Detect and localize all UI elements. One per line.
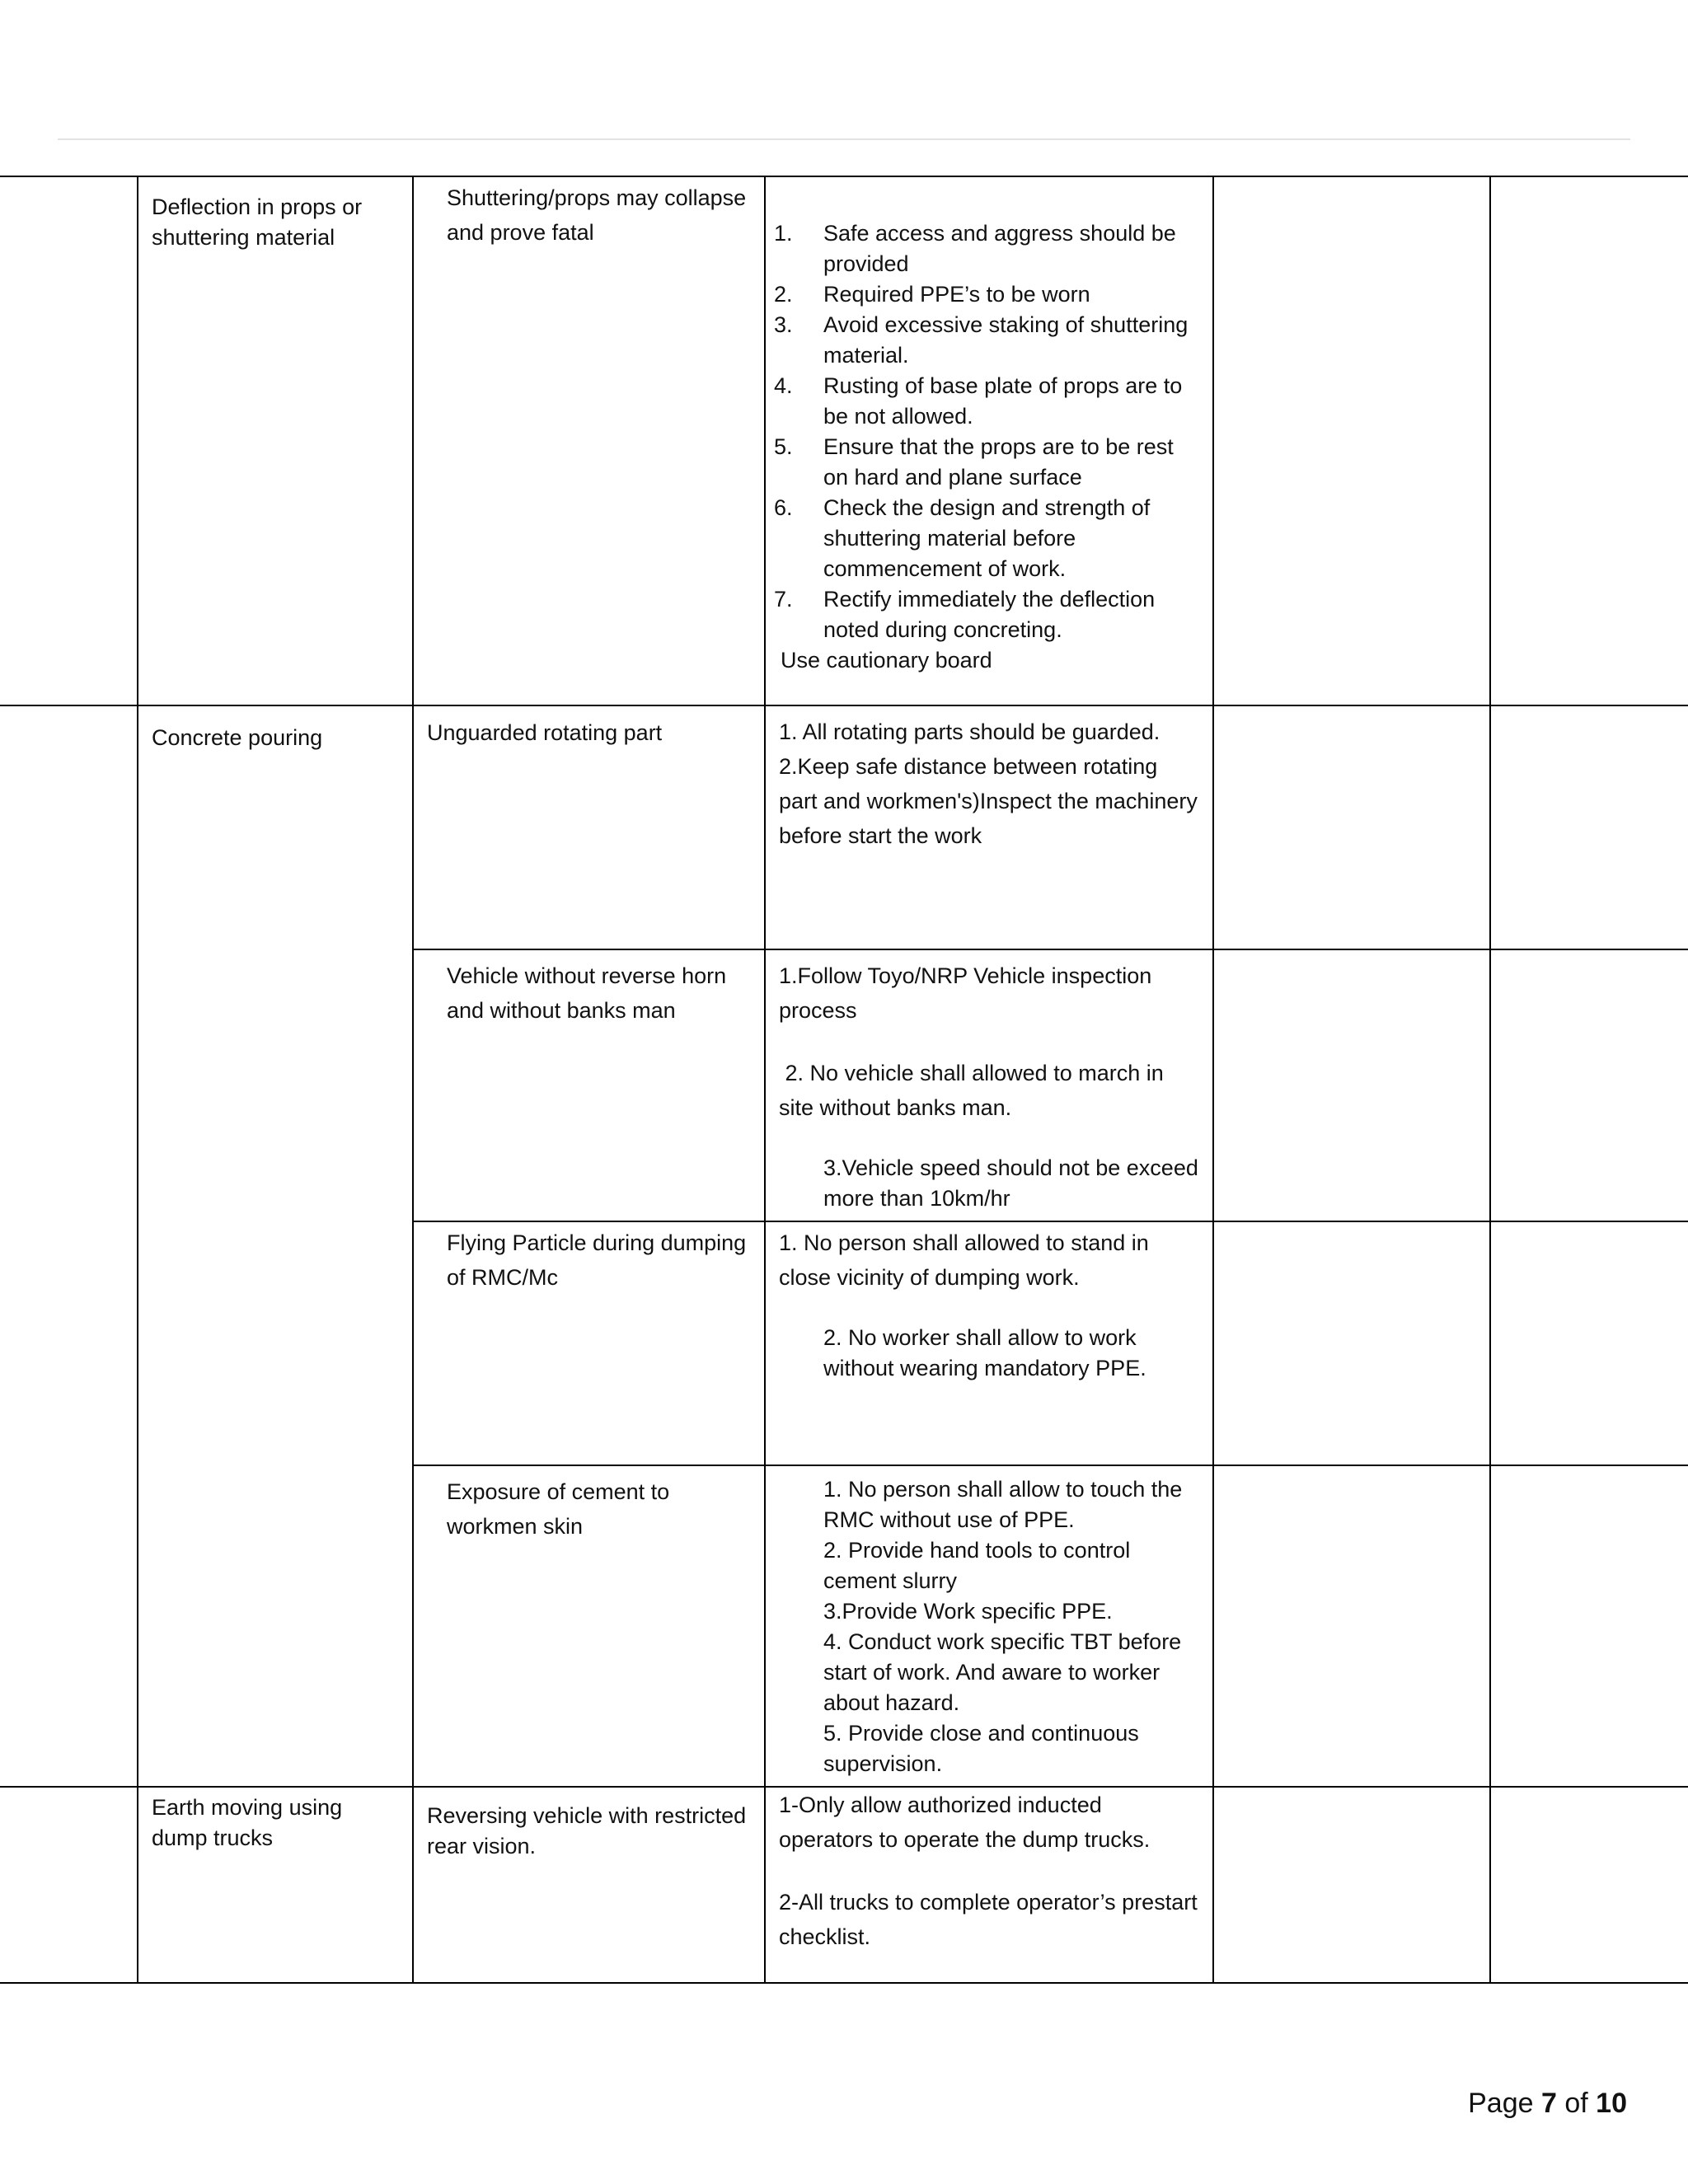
hazard-cell	[413, 949, 765, 1221]
hazard-cell	[413, 705, 765, 949]
page-word: Page	[1468, 2088, 1534, 2119]
empty-cell	[1490, 1787, 1688, 1983]
activity-text: Earth moving using dump trucks	[152, 1795, 343, 1850]
controls-list	[779, 1474, 1199, 1779]
control-text: 1. No person shall allowed to stand in close vicinity of dumping work.	[779, 1230, 1149, 1290]
control-text: 2. No worker shall allow to work without wearing mandatory PPE.	[823, 1325, 1146, 1380]
empty-cell	[1213, 949, 1490, 1221]
activity-cell	[138, 176, 413, 705]
hazard-text: Reversing vehicle with restricted rear vision.	[427, 1803, 747, 1858]
controls-cell	[765, 1787, 1213, 1983]
hazard-cell	[413, 1787, 765, 1983]
list-item: 7. Rectify immediately the deflection noted during concreting.	[774, 587, 1156, 642]
controls-cell	[765, 1465, 1213, 1787]
total-pages: 10	[1596, 2088, 1627, 2119]
empty-cell	[0, 176, 138, 705]
control-text: 2. Provide hand tools to control cement slurry	[823, 1538, 1131, 1593]
controls-cell	[765, 949, 1213, 1221]
control-text: 1. All rotating parts should be guarded.	[779, 719, 1160, 744]
control-text: 1.Follow Toyo/NRP Vehicle inspection process	[779, 963, 1152, 1023]
list-item: 6. Check the design and strength of shuttering material before commencement of work.	[774, 495, 1151, 581]
empty-cell	[0, 705, 138, 1787]
hazard-text: Flying Particle during dumping of RMC/Mc	[447, 1230, 747, 1290]
page-number	[1468, 2087, 1627, 2120]
activity-cell	[138, 705, 413, 1787]
table-row	[0, 1787, 1688, 1983]
table-row	[0, 705, 1688, 949]
hazard-text: Exposure of cement to workmen skin	[447, 1479, 670, 1539]
empty-cell	[0, 1787, 138, 1983]
hazard-cell	[413, 176, 765, 705]
hazard-cell	[413, 1221, 765, 1465]
activity-text: Concrete pouring	[152, 725, 323, 750]
control-text: 2. No vehicle shall allowed to march in site without banks man.	[779, 1061, 1170, 1120]
risk-assessment-table	[0, 176, 1688, 1984]
controls-tail: Use cautionary board	[781, 648, 992, 673]
control-text: 3.Provide Work specific PPE.	[823, 1599, 1113, 1624]
empty-cell	[1490, 949, 1688, 1221]
controls-list	[774, 218, 1199, 645]
empty-cell	[1213, 705, 1490, 949]
list-item: 4. Rusting of base plate of props are to be not allowed.	[774, 373, 1183, 429]
empty-cell	[1213, 176, 1490, 705]
control-text: 3.Vehicle speed should not be exceed more than 10km/hr	[823, 1155, 1198, 1211]
current-page: 7	[1540, 2088, 1557, 2119]
control-text: 5. Provide close and continuous supervision.	[823, 1721, 1139, 1776]
control-text: 2-All trucks to complete operator’s prestart checklist.	[779, 1890, 1198, 1949]
table-row	[0, 176, 1688, 705]
control-text: 1. No person shall allow to touch the RMC without use of PPE.	[823, 1477, 1183, 1532]
activity-text: Deflection in props or shuttering material	[152, 194, 363, 250]
control-text: 2.Keep safe distance between rotating part and workmen's)Inspect the machinery before start the work	[779, 754, 1198, 848]
empty-cell	[1213, 1787, 1490, 1983]
empty-cell	[1490, 1221, 1688, 1465]
control-text: 4. Conduct work specific TBT before start of work. And aware to worker about hazard.	[823, 1629, 1182, 1715]
empty-cell	[1490, 705, 1688, 949]
list-item: 2. Required PPE’s to be worn	[774, 282, 1090, 307]
list-item: 5. Ensure that the props are to be rest on hard and plane surface	[774, 434, 1174, 490]
hazard-cell	[413, 1465, 765, 1787]
header-rule	[58, 138, 1630, 140]
controls-cell	[765, 705, 1213, 949]
hazard-text: Vehicle without reverse horn and without banks man	[447, 963, 727, 1023]
empty-cell	[1213, 1465, 1490, 1787]
empty-cell	[1213, 1221, 1490, 1465]
controls-cell	[765, 176, 1213, 705]
of-word: of	[1564, 2088, 1588, 2119]
empty-cell	[1490, 1465, 1688, 1787]
list-item: 1. Safe access and aggress should be provided	[774, 221, 1176, 276]
empty-cell	[1490, 176, 1688, 705]
hazard-text: Unguarded rotating part	[427, 720, 663, 745]
controls-cell	[765, 1221, 1213, 1465]
activity-cell	[138, 1787, 413, 1983]
hazard-text: Shuttering/props may collapse and prove fatal	[447, 185, 747, 245]
list-item: 3. Avoid excessive staking of shuttering material.	[774, 312, 1189, 368]
control-text: 1-Only allow authorized inducted operators to operate the dump trucks.	[779, 1793, 1151, 1852]
